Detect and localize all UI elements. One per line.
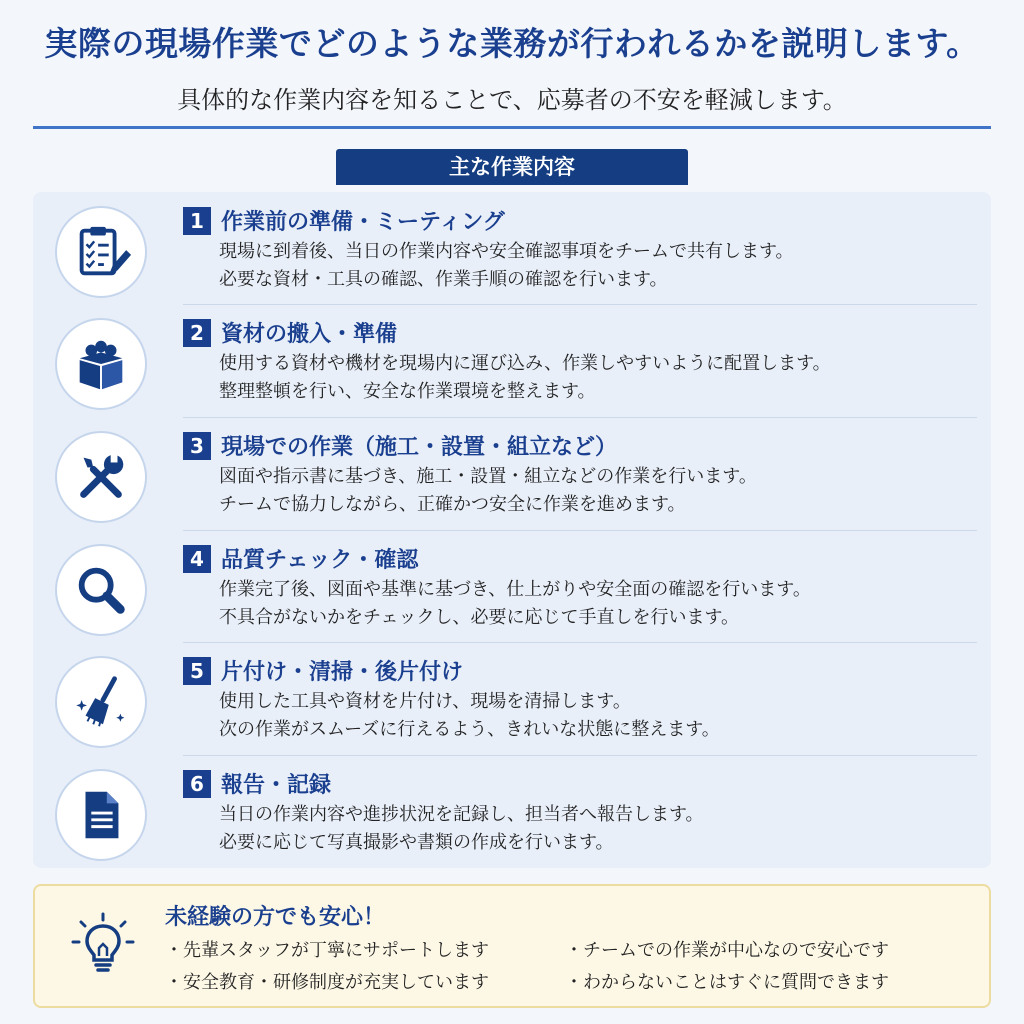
step-title: 現場での作業（施工・設置・組立など）	[221, 435, 618, 460]
step-item	[33, 642, 991, 754]
step-item	[33, 755, 991, 867]
clipboard-checklist-icon	[55, 206, 147, 298]
step-item	[33, 304, 991, 416]
reassurance-box	[33, 884, 991, 1008]
magnifier-icon	[55, 544, 147, 636]
description-line: 使用する資材や機材を現場内に運び込み、作業しやすいように配置します。	[219, 353, 831, 374]
step-divider	[183, 755, 977, 756]
step-title: 報告・記録	[221, 773, 332, 798]
step-divider	[183, 530, 977, 531]
step-divider	[183, 304, 977, 305]
document-icon	[55, 769, 147, 861]
tools-wrench-screwdriver-icon	[55, 431, 147, 523]
step-number: 4	[183, 545, 211, 573]
description-line: 図面や指示書に基づき、施工・設置・組立などの作業を行います。	[219, 466, 757, 487]
step-description	[219, 238, 794, 294]
step-description	[219, 801, 704, 857]
step-item	[33, 417, 991, 529]
description-line: 次の作業がスムーズに行えるよう、きれいな状態に整えます。	[219, 719, 720, 740]
notice-item: ・チームでの作業が中心なので安心です	[565, 940, 889, 961]
description-line: 作業完了後、図面や基準に基づき、仕上がりや安全面の確認を行います。	[219, 579, 811, 600]
description-line: 整理整頓を行い、安全な作業環境を整えます。	[219, 381, 596, 402]
step-title: 片付け・清掃・後片付け	[221, 660, 464, 685]
notice-item: ・先輩スタッフが丁寧にサポートします	[165, 940, 489, 961]
step-divider	[183, 417, 977, 418]
step-item	[33, 530, 991, 642]
section-heading: 主な作業内容	[336, 149, 688, 185]
page-subtitle: 具体的な作業内容を知ることで、応募者の不安を軽減します。	[177, 86, 847, 114]
materials-box-icon	[55, 318, 147, 410]
description-line: チームで協力しながら、正確かつ安全に作業を進めます。	[219, 494, 686, 515]
description-line: 不具合がないかをチェックし、必要に応じて手直しを行います。	[219, 607, 740, 628]
description-line: 当日の作業内容や進捗状況を記録し、担当者へ報告します。	[219, 804, 704, 825]
step-description	[219, 350, 831, 406]
broom-icon	[55, 656, 147, 748]
description-line: 現場に到着後、当日の作業内容や安全確認事項をチームで共有します。	[219, 241, 794, 262]
notice-item: ・わからないことはすぐに質問できます	[565, 972, 889, 993]
step-number: 5	[183, 657, 211, 685]
step-divider	[183, 642, 977, 643]
step-description	[219, 463, 757, 519]
description-line: 使用した工具や資材を片付け、現場を清掃します。	[219, 691, 631, 712]
step-title: 品質チェック・確認	[221, 548, 419, 573]
page-title: 実際の現場作業でどのような業務が行われるかを説明します。	[44, 24, 980, 63]
step-item	[33, 192, 991, 304]
step-number: 2	[183, 319, 211, 347]
description-line: 必要に応じて写真撮影や書類の作成を行います。	[219, 832, 614, 853]
step-number: 6	[183, 770, 211, 798]
header-divider	[33, 126, 991, 129]
description-line: 必要な資材・工具の確認、作業手順の確認を行います。	[219, 269, 668, 290]
step-title: 作業前の準備・ミーティング	[221, 210, 505, 235]
notice-item: ・安全教育・研修制度が充実しています	[165, 972, 489, 993]
lightbulb-icon	[71, 912, 135, 976]
step-description	[219, 688, 720, 744]
step-number: 3	[183, 432, 211, 460]
notice-title: 未経験の方でも安心！	[165, 905, 386, 930]
steps-panel	[33, 192, 991, 868]
step-title: 資材の搬入・準備	[221, 322, 398, 347]
step-number: 1	[183, 207, 211, 235]
step-description	[219, 576, 811, 632]
